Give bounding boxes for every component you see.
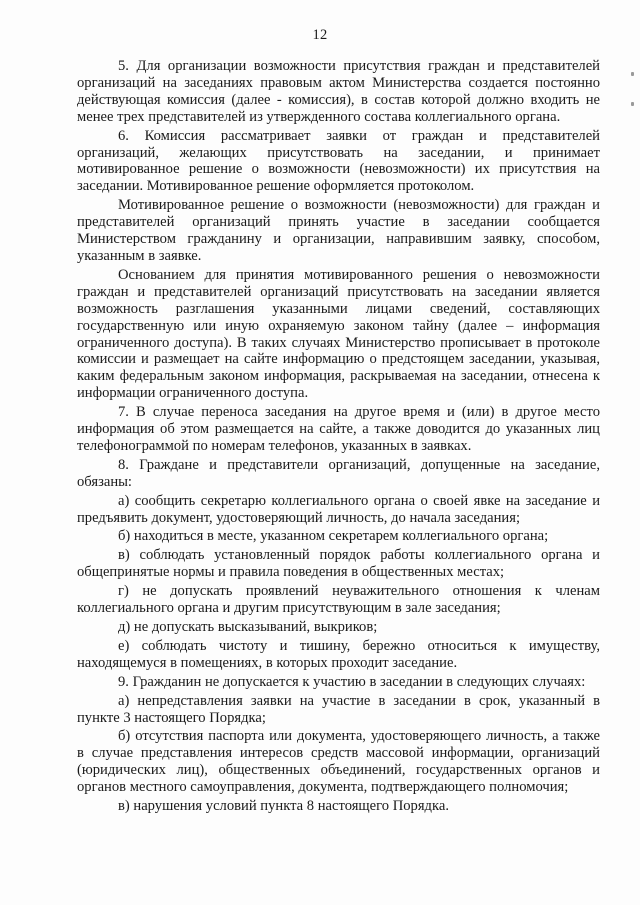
paragraph-9-item-a: а) непредставления заявки на участие в заседании в срок, указанный в пункте 3 настоящего Порядка;	[77, 692, 600, 726]
paragraph-8-item-a: а) сообщить секретарю коллегиального органа о своей явке на заседание и предъявить документ, удостоверяющий личность, до начала заседания;	[77, 492, 600, 526]
paragraph-6-refusal-grounds: Основанием для принятия мотивированного решения о невозможности граждан и представителей организаций присутствовать на заседании является возможность разглашения указанными лицами сведений, составляющих государственную или иную охраняемую законом тайну (далее – информация ограниченного доступа). В таких случаях Министерство прописывает в протоколе комиссии и размещает на сайте информацию о предстоящем заседании, указывая, каким федеральным законом информация, раскрываемая на заседании, отнесена к информации ограниченного доступа.	[77, 266, 600, 402]
page-number: 12	[312, 27, 328, 43]
paragraph-6: 6. Комиссия рассматривает заявки от граждан и представителей организаций, желающих присутствовать на заседании, и принимает мотивированное решение о возможности (невозможности) их присутствия на заседании. Мотивированное решение оформляется протоколом.	[77, 127, 600, 195]
scan-edge-mark	[631, 102, 634, 106]
paragraph-8-item-d: д) не допускать высказываний, выкриков;	[118, 619, 378, 635]
paragraph-7: 7. В случае переноса заседания на другое время и (или) в другое место информация об этом размещается на сайте, а также доводится до указанных лиц телефонограммой по номерам телефонов, указанных в заявках.	[77, 404, 600, 454]
paragraph-5: 5. Для организации возможности присутствия граждан и представителей организаций на заседаниях правовым актом Министерства создается постоянно действующая комиссия (далее - комиссия), в состав которой должно входить не менее трех представителей из утвержденного состава коллегиального органа.	[77, 58, 600, 125]
paragraph-8-item-g: г) не допускать проявлений неуважительного отношения к членам коллегиального органа и другим присутствующим в зале заседания;	[77, 583, 600, 617]
paragraph-6-decision-notice: Мотивированное решение о возможности (невозможности) для граждан и представителей организаций принять участие в заседании сообщается Министерством гражданину и организации, направившим заявку, способом, указанным в заявке.	[77, 197, 600, 264]
paragraph-8-item-e: е) соблюдать чистоту и тишину, бережно относиться к имуществу, находящемуся в помещениях, в которых проходит заседание.	[77, 637, 600, 671]
paragraph-8-item-b: б) находиться в месте, указанном секретарем коллегиального органа;	[118, 528, 549, 545]
paragraph-9: 9. Гражданин не допускается к участию в заседании в следующих случаях:	[118, 673, 586, 690]
paragraph-9-item-v: в) нарушения условий пункта 8 настоящего Порядка.	[118, 798, 449, 815]
paragraph-8: 8. Граждане и представители организаций, допущенные на заседание, обязаны:	[77, 456, 600, 490]
paragraph-8-item-v: в) соблюдать установленный порядок работы коллегиального органа и общепринятые нормы и правила поведения в общественных местах;	[77, 547, 600, 581]
paragraph-9-item-b: б) отсутствия паспорта или документа, удостоверяющего личность, а также в случае представления интересов средств массовой информации, организаций (юридических лиц), общественных объединений, государственных органов и органов местного самоуправления, документа, подтверждающего полномочия;	[77, 728, 600, 796]
scan-edge-mark	[631, 72, 634, 76]
document-body	[77, 58, 600, 815]
